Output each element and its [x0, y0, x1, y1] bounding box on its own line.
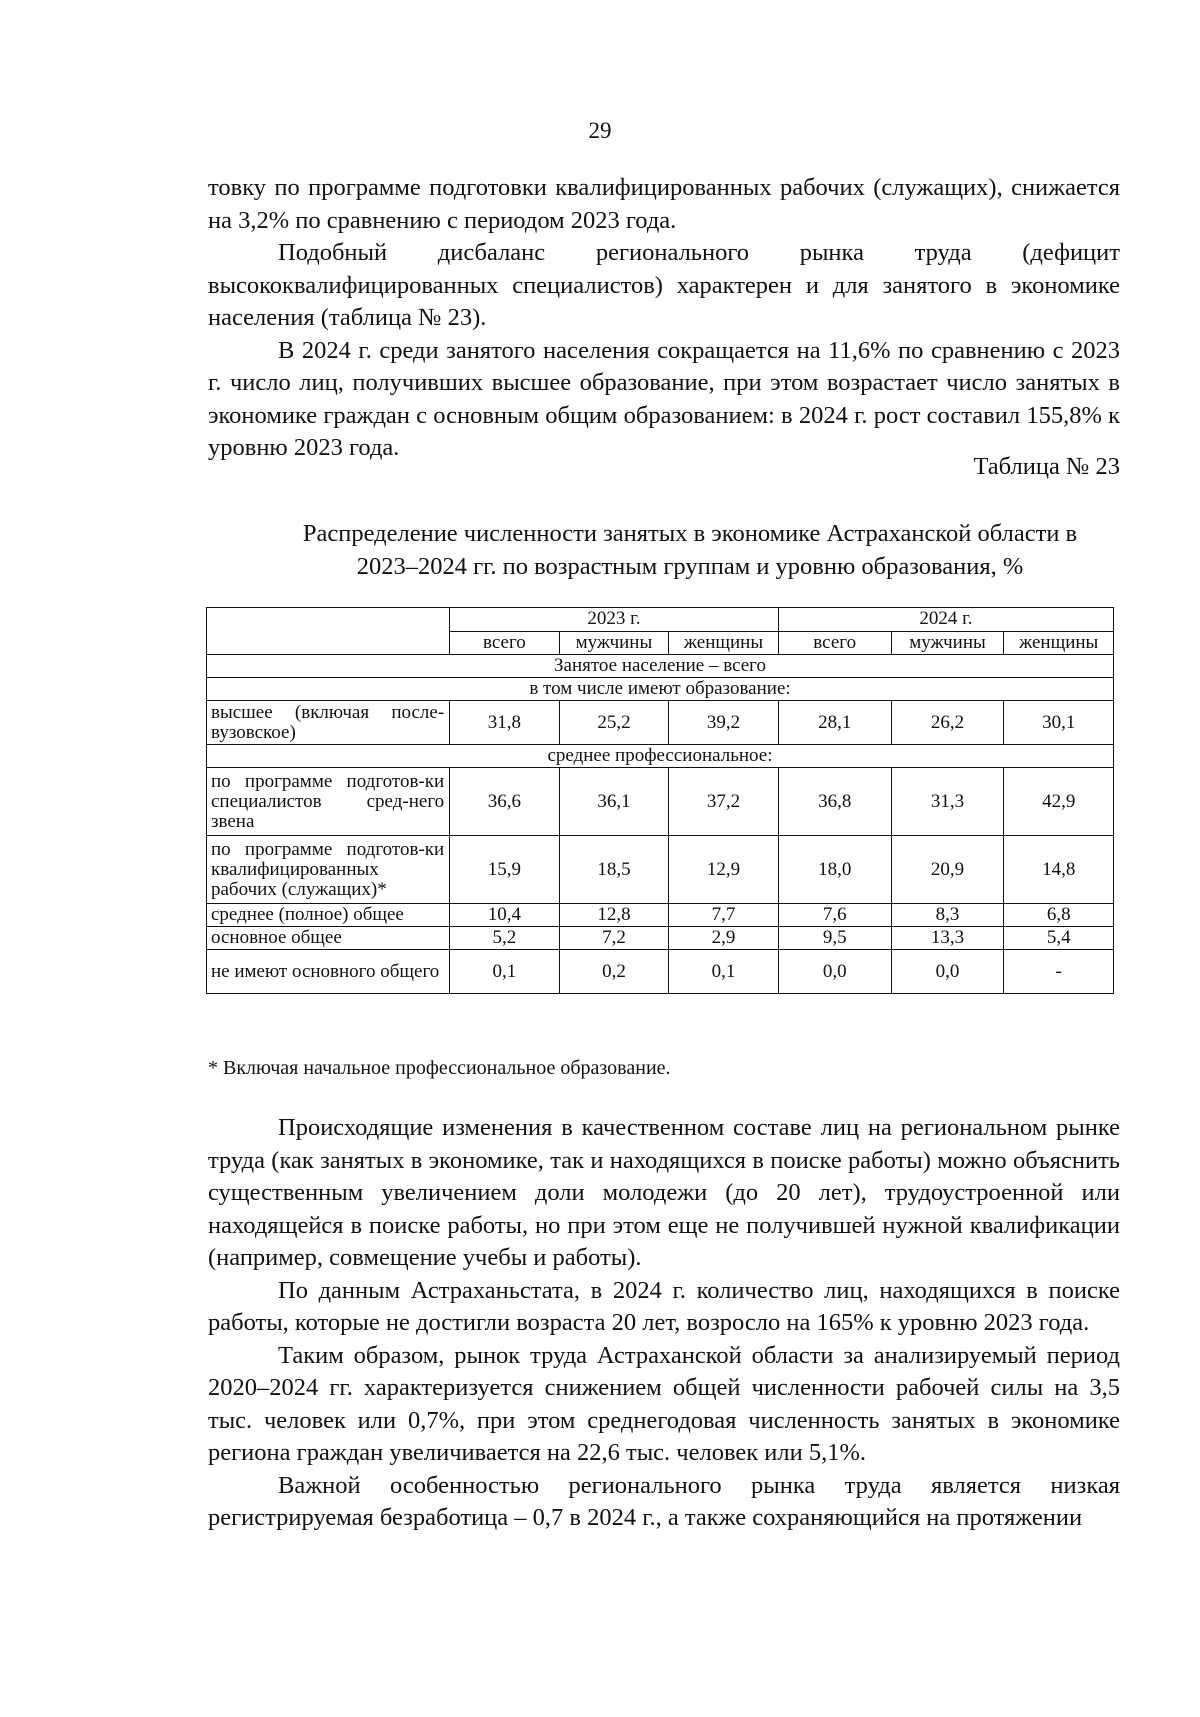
cell: 20,9 [891, 836, 1004, 904]
data-table [206, 607, 1114, 994]
cell: 0,1 [669, 950, 779, 994]
cell: 7,2 [559, 927, 669, 950]
section-secondary-prof: среднее профессиональное: [207, 745, 1114, 768]
section-employed: Занятое население – всего [207, 655, 1114, 678]
cell: 15,9 [450, 836, 560, 904]
table-title-line: 2023–2024 гг. по возрастным группам и уровню образования, % [356, 553, 1024, 580]
paragraph: По данным Астраханьстата, в 2024 г. количество лиц, находящихся в поиске работы, которые не достигли возраста 20 лет, возросло на 165% к уровню 2023 года. [208, 1276, 1120, 1336]
cell: 13,3 [891, 927, 1004, 950]
row-label: по программе подготов-ки квалифицированных рабочих (служащих)* [207, 836, 450, 904]
cell: 0,1 [450, 950, 560, 994]
bottom-text [208, 1112, 1120, 1535]
row-label: не имеют основного общего [207, 950, 450, 994]
cell: 36,8 [778, 768, 891, 836]
table-row [207, 768, 1114, 836]
table-header-row [207, 608, 1114, 632]
cell: 5,2 [450, 927, 560, 950]
table-section-row [207, 745, 1114, 768]
row-label: высшее (включая после-вузовское) [207, 701, 450, 745]
row-label: по программе подготов-ки специалистов сред-него звена [207, 768, 450, 836]
row-label: основное общее [207, 927, 450, 950]
cell: 36,1 [559, 768, 669, 836]
paragraph: Происходящие изменения в качественном составе лиц на региональном рынке труда (как занятых в экономике, так и находящихся в поиске работы) можно объяснить существенным увеличением доли молодежи (до 20 лет), трудоустроенной или находящейся в поиске работы, но при этом еще не получившей нужной квалификации (например, совмещение учебы и работы). [208, 1114, 1120, 1271]
cell: 0,0 [778, 950, 891, 994]
paragraph: Таким образом, рынок труда Астраханской области за анализируемый период 2020–2024 гг. характеризуется снижением общей численности рабочей силы на 3,5 тыс. человек или 0,7%, при этом среднегодовая численность занятых в экономике региона граждан увеличивается на 22,6 тыс. человек или 5,1%. [208, 1341, 1120, 1466]
paragraph: В 2024 г. среди занятого населения сокращается на 11,6% по сравнению с 2023 г. число лиц, получивших высшее образование, при этом возрастает число занятых в экономике граждан с основным общим образованием: в 2024 г. рост составил 155,8% к уровню 2023 года. [208, 336, 1120, 461]
paragraph: товку по программе подготовки квалифицированных рабочих (служащих), снижается на 3,2% по сравнению с периодом 2023 года. [208, 174, 1120, 234]
cell: 12,8 [559, 904, 669, 927]
cell: 7,6 [778, 904, 891, 927]
cell: 31,8 [450, 701, 560, 745]
page-number: 29 [588, 118, 612, 143]
table-title-line: Распределение численности занятых в экономике Астраханской области в [302, 520, 1078, 547]
cell: - [1004, 950, 1114, 994]
table-row [207, 904, 1114, 927]
cell: 0,0 [891, 950, 1004, 994]
cell: 14,8 [1004, 836, 1114, 904]
header-total: всего [778, 631, 891, 655]
header-empty-cell [207, 608, 450, 655]
cell: 5,4 [1004, 927, 1114, 950]
cell: 37,2 [669, 768, 779, 836]
top-text [208, 172, 1120, 465]
cell: 18,5 [559, 836, 669, 904]
cell: 26,2 [891, 701, 1004, 745]
cell: 31,3 [891, 768, 1004, 836]
cell: 18,0 [778, 836, 891, 904]
paragraph: Подобный дисбаланс регионального рынка труда (дефицит высококвалифицированных специалистов) характерен и для занятого в экономике населения (таблица № 23). [208, 239, 1120, 331]
cell: 36,6 [450, 768, 560, 836]
header-total: всего [450, 631, 560, 655]
table-section-row [207, 655, 1114, 678]
cell: 42,9 [1004, 768, 1114, 836]
header-men: мужчины [559, 631, 669, 655]
table-row [207, 950, 1114, 994]
header-year-2024: 2024 г. [778, 608, 1113, 632]
cell: 7,7 [669, 904, 779, 927]
paragraph: Важной особенностью регионального рынка труда является низкая регистрируемая безработица – 0,7 в 2024 г., а также сохраняющийся на протяжении [208, 1471, 1120, 1531]
table-title [250, 517, 1130, 583]
cell: 8,3 [891, 904, 1004, 927]
table-section-row [207, 678, 1114, 701]
cell: 25,2 [559, 701, 669, 745]
table-row [207, 927, 1114, 950]
cell: 2,9 [669, 927, 779, 950]
cell: 6,8 [1004, 904, 1114, 927]
table-row [207, 701, 1114, 745]
cell: 30,1 [1004, 701, 1114, 745]
table-row [207, 836, 1114, 904]
row-label: среднее (полное) общее [207, 904, 450, 927]
cell: 0,2 [559, 950, 669, 994]
footnote: * Включая начальное профессиональное образование. [208, 1057, 671, 1079]
header-men: мужчины [891, 631, 1004, 655]
cell: 9,5 [778, 927, 891, 950]
header-year-2023: 2023 г. [450, 608, 779, 632]
cell: 12,9 [669, 836, 779, 904]
cell: 28,1 [778, 701, 891, 745]
cell: 10,4 [450, 904, 560, 927]
table-label: Таблица № 23 [973, 453, 1120, 480]
cell: 39,2 [669, 701, 779, 745]
header-women: женщины [669, 631, 779, 655]
section-including: в том числе имеют образование: [207, 678, 1114, 701]
header-women: женщины [1004, 631, 1114, 655]
